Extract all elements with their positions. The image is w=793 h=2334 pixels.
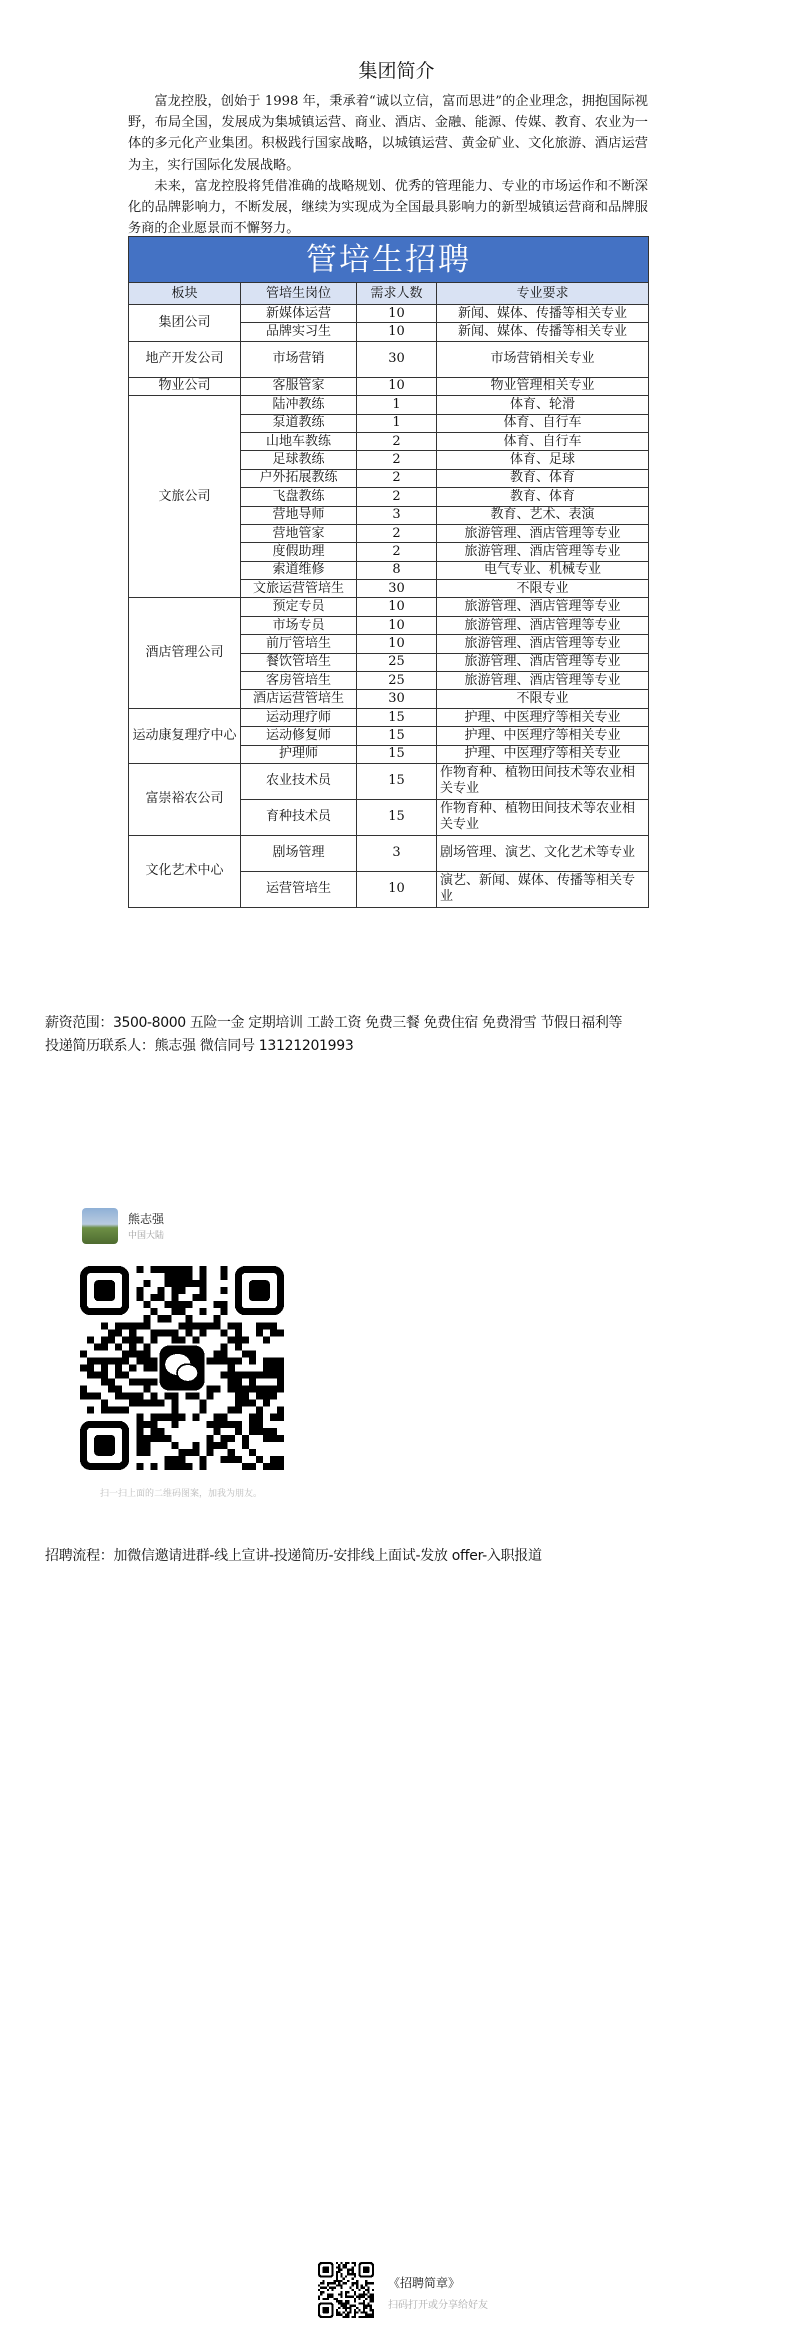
count-cell: 15 [357,708,437,726]
requirement-cell: 护理、中医理疗等相关专业 [437,745,649,763]
position-cell: 索道维修 [241,561,357,579]
count-cell: 2 [357,488,437,506]
count-cell: 10 [357,323,437,341]
position-cell: 陆冲教练 [241,396,357,414]
division-cell: 运动康复理疗中心 [129,708,241,763]
position-cell: 农业技术员 [241,763,357,799]
company-intro [128,91,648,239]
intro-paragraph: 富龙控股，创始于 1998 年，秉承着“诚以立信，富而思进”的企业理念，拥抱国际视野，布局全国，发展成为集城镇运营、商业、酒店、金融、能源、传媒、教育、农业为一体的多元化产业集团。积极践行国家战略，以城镇运营、黄金矿业、文化旅游、酒店运营为主，实行国际化发展战略。 [128,94,648,173]
requirement-cell: 作物育种、植物田间技术等农业相关专业 [437,763,649,799]
position-cell: 山地车教练 [241,432,357,450]
footer-share[interactable] [318,2262,618,2326]
requirement-cell: 不限专业 [437,690,649,708]
count-cell: 10 [357,598,437,616]
division-cell: 富崇裕农公司 [129,763,241,835]
count-cell: 10 [357,377,437,395]
requirement-cell: 电气专业、机械专业 [437,561,649,579]
qr-hint: 扫一扫上面的二维码图案，加我为朋友。 [100,1489,263,1499]
requirement-cell: 旅游管理、酒店管理等专业 [437,598,649,616]
count-cell: 15 [357,727,437,745]
position-cell: 飞盘教练 [241,488,357,506]
division-cell: 酒店管理公司 [129,598,241,708]
requirement-cell: 不限专业 [437,580,649,598]
position-cell: 餐饮管培生 [241,653,357,671]
count-cell: 2 [357,524,437,542]
count-cell: 30 [357,690,437,708]
footer-subtitle: 扫码打开或分享给好友 [388,2300,488,2311]
intro-paragraph: 未来，富龙控股将凭借准确的战略规划、优秀的管理能力、专业的市场运作和不断深化的品牌影响力，不断发展，继续为实现成为全国最具影响力的新型城镇运营商和品牌服务商的企业愿景而不懈努力。 [128,178,648,237]
requirement-cell: 物业管理相关专业 [437,377,649,395]
division-cell: 文化艺术中心 [129,835,241,907]
table-row [129,708,649,726]
requirement-cell: 旅游管理、酒店管理等专业 [437,635,649,653]
count-cell: 15 [357,763,437,799]
requirement-cell: 旅游管理、酒店管理等专业 [437,672,649,690]
position-cell: 泵道教练 [241,414,357,432]
count-cell: 2 [357,469,437,487]
position-cell: 客房管培生 [241,672,357,690]
position-cell: 运营管培生 [241,871,357,907]
count-cell: 10 [357,871,437,907]
requirement-cell: 护理、中医理疗等相关专业 [437,708,649,726]
table-body [129,305,649,908]
division-cell: 文旅公司 [129,396,241,598]
count-cell: 1 [357,414,437,432]
position-cell: 预定专员 [241,598,357,616]
position-cell: 品牌实习生 [241,323,357,341]
table-banner: 管培生招聘 [129,237,649,283]
count-cell: 2 [357,543,437,561]
requirement-cell: 演艺、新闻、媒体、传播等相关专业 [437,871,649,907]
division-cell: 地产开发公司 [129,341,241,377]
column-header-division: 板块 [129,283,241,305]
position-cell: 护理师 [241,745,357,763]
table-row [129,598,649,616]
recruitment-table [128,236,649,908]
contact-name: 熊志强 [128,1212,165,1226]
count-cell: 30 [357,341,437,377]
process-text: 招聘流程：加微信邀请进群-线上宣讲-投递简历-安排线上面试-发放 offer-入职报道 [45,1548,542,1564]
table-row [129,341,649,377]
count-cell: 15 [357,799,437,835]
table-row [129,305,649,323]
position-cell: 运动理疗师 [241,708,357,726]
table-row [129,396,649,414]
position-cell: 市场专员 [241,616,357,634]
count-cell: 3 [357,835,437,871]
requirement-cell: 旅游管理、酒店管理等专业 [437,543,649,561]
position-cell: 户外拓展教练 [241,469,357,487]
requirement-cell: 护理、中医理疗等相关专业 [437,727,649,745]
requirement-cell: 教育、体育 [437,488,649,506]
requirement-cell: 市场营销相关专业 [437,341,649,377]
count-cell: 25 [357,672,437,690]
contact-region: 中国大陆 [128,1231,165,1241]
position-cell: 运动修复师 [241,727,357,745]
count-cell: 25 [357,653,437,671]
requirement-cell: 旅游管理、酒店管理等专业 [437,653,649,671]
position-cell: 市场营销 [241,341,357,377]
position-cell: 酒店运营管培生 [241,690,357,708]
position-cell: 育种技术员 [241,799,357,835]
count-cell: 2 [357,432,437,450]
requirement-cell: 剧场管理、演艺、文化艺术等专业 [437,835,649,871]
table-row [129,763,649,799]
position-cell: 度假助理 [241,543,357,561]
requirement-cell: 新闻、媒体、传播等相关专业 [437,305,649,323]
position-cell: 营地导师 [241,506,357,524]
column-header-requirement: 专业要求 [437,283,649,305]
count-cell: 2 [357,451,437,469]
avatar [82,1208,118,1244]
wechat-qr-code[interactable] [80,1266,284,1470]
position-cell: 客服管家 [241,377,357,395]
requirement-cell: 体育、自行车 [437,432,649,450]
count-cell: 8 [357,561,437,579]
requirement-cell: 旅游管理、酒店管理等专业 [437,616,649,634]
requirement-cell: 教育、艺术、表演 [437,506,649,524]
count-cell: 15 [357,745,437,763]
count-cell: 1 [357,396,437,414]
position-cell: 营地管家 [241,524,357,542]
column-header-position: 管培生岗位 [241,283,357,305]
position-cell: 足球教练 [241,451,357,469]
salary-text: 薪资范围：3500-8000 五险一金 定期培训 工龄工资 免费三餐 免费住宿 免费滑雪 节假日福利等 [45,1015,623,1031]
requirement-cell: 作物育种、植物田间技术等农业相关专业 [437,799,649,835]
count-cell: 3 [357,506,437,524]
column-header-count: 需求人数 [357,283,437,305]
requirement-cell: 体育、自行车 [437,414,649,432]
requirement-cell: 旅游管理、酒店管理等专业 [437,524,649,542]
position-cell: 文旅运营管培生 [241,580,357,598]
position-cell: 前厅管培生 [241,635,357,653]
share-qr-code[interactable] [318,2262,374,2318]
table-row [129,835,649,871]
division-cell: 物业公司 [129,377,241,395]
table-row [129,377,649,395]
requirement-cell: 教育、体育 [437,469,649,487]
count-cell: 30 [357,580,437,598]
footer-title: 《招聘简章》 [388,2276,461,2290]
count-cell: 10 [357,635,437,653]
requirement-cell: 体育、足球 [437,451,649,469]
wechat-logo-icon [159,1345,204,1390]
page-title: 集团简介 [358,60,435,82]
count-cell: 10 [357,616,437,634]
position-cell: 剧场管理 [241,835,357,871]
division-cell: 集团公司 [129,305,241,342]
requirement-cell: 体育、轮滑 [437,396,649,414]
contact-text: 投递简历联系人：熊志强 微信同号 13121201993 [45,1038,354,1054]
position-cell: 新媒体运营 [241,305,357,323]
requirement-cell: 新闻、媒体、传播等相关专业 [437,323,649,341]
count-cell: 10 [357,305,437,323]
